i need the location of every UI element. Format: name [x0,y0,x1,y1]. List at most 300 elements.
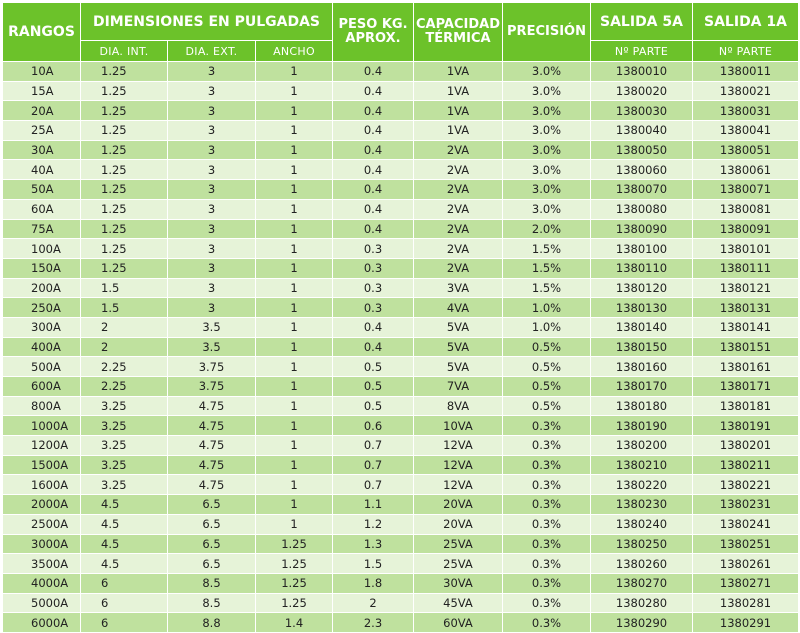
parte-1a-cell: 1380081 [693,199,799,219]
parte-1a-cell: 1380101 [693,239,799,259]
precision-cell: 1.0% [503,317,591,337]
table-row [3,534,799,554]
dia-ext-cell: 4.75 [168,455,256,475]
ancho-cell: 1.25 [256,573,333,593]
capacidad-cell: 4VA [414,298,503,318]
precision-cell: 3.0% [503,199,591,219]
dia-int-cell: 3.25 [81,416,168,436]
parte-1a-cell: 1380021 [693,81,799,101]
dia-ext-cell: 3 [168,81,256,101]
parte-5a-cell: 1380120 [591,278,693,298]
ancho-cell: 1 [256,396,333,416]
rango-cell: 800A [3,396,81,416]
peso-cell: 0.3 [333,239,414,259]
capacidad-cell: 1VA [414,101,503,121]
dia-ext-cell: 3 [168,258,256,278]
precision-cell: 3.0% [503,180,591,200]
dia-ext-cell: 3 [168,121,256,141]
rango-cell: 250A [3,298,81,318]
peso-cell: 0.6 [333,416,414,436]
dia-int-cell: 6 [81,613,168,633]
rango-cell: 5000A [3,593,81,613]
parte-5a-cell: 1380130 [591,298,693,318]
capacidad-cell: 25VA [414,554,503,574]
rango-cell: 3500A [3,554,81,574]
table-row [3,337,799,357]
ancho-cell: 1 [256,62,333,82]
peso-cell: 0.5 [333,377,414,397]
rango-cell: 10A [3,62,81,82]
capacidad-cell: 8VA [414,396,503,416]
parte-1a-cell: 1380211 [693,455,799,475]
rango-cell: 4000A [3,573,81,593]
ancho-cell: 1 [256,514,333,534]
ancho-cell: 1.25 [256,554,333,574]
parte-1a-cell: 1380181 [693,396,799,416]
capacidad-cell: 1VA [414,81,503,101]
precision-cell: 0.3% [503,455,591,475]
rango-cell: 500A [3,357,81,377]
rango-cell: 1600A [3,475,81,495]
capacidad-cell: 5VA [414,357,503,377]
rango-cell: 3000A [3,534,81,554]
table-row [3,121,799,141]
precision-cell: 1.5% [503,278,591,298]
precision-cell: 0.3% [503,475,591,495]
dia-int-cell: 1.5 [81,298,168,318]
dia-int-cell: 2.25 [81,377,168,397]
dia-ext-cell: 4.75 [168,396,256,416]
ancho-cell: 1 [256,258,333,278]
dia-ext-cell: 3.75 [168,377,256,397]
table-row [3,258,799,278]
precision-cell: 0.3% [503,534,591,554]
precision-cell: 3.0% [503,101,591,121]
peso-cell: 0.5 [333,396,414,416]
parte-5a-cell: 1380110 [591,258,693,278]
parte-5a-cell: 1380230 [591,495,693,515]
peso-cell: 0.4 [333,199,414,219]
parte-1a-cell: 1380161 [693,357,799,377]
parte-5a-cell: 1380100 [591,239,693,259]
ancho-cell: 1 [256,219,333,239]
rango-cell: 40A [3,160,81,180]
parte-1a-cell: 1380061 [693,160,799,180]
dia-ext-cell: 3 [168,199,256,219]
salida1a-header: SALIDA 1A [693,3,799,41]
ancho-cell: 1 [256,140,333,160]
peso-cell: 2.3 [333,613,414,633]
dia-int-cell: 1.25 [81,258,168,278]
dia-ext-cell: 4.75 [168,475,256,495]
peso-cell: 0.4 [333,160,414,180]
table-row [3,573,799,593]
dia-ext-cell: 4.75 [168,436,256,456]
capacidad-cell: 12VA [414,475,503,495]
dia-int-cell: 4.5 [81,514,168,534]
ancho-cell: 1 [256,160,333,180]
dia-int-cell: 1.25 [81,180,168,200]
dia-int-cell: 3.25 [81,436,168,456]
rango-cell: 300A [3,317,81,337]
capacidad-cell: 1VA [414,62,503,82]
table-header [3,3,799,62]
ancho-cell: 1 [256,455,333,475]
rango-cell: 100A [3,239,81,259]
dia-ext-cell: 3 [168,298,256,318]
dia-int-cell: 1.25 [81,121,168,141]
parte-5a-cell: 1380070 [591,180,693,200]
dia-ext-cell: 3 [168,160,256,180]
ancho-cell: 1.25 [256,534,333,554]
parte-1a-cell: 1380031 [693,101,799,121]
capacidad-cell: 7VA [414,377,503,397]
dia-ext-cell: 3 [168,180,256,200]
parte-1a-cell: 1380151 [693,337,799,357]
capacidad-cell: 45VA [414,593,503,613]
table-row [3,377,799,397]
parte-5a-cell: 1380180 [591,396,693,416]
dia-int-cell: 1.5 [81,278,168,298]
capacidad-header [414,3,503,62]
precision-cell: 0.5% [503,337,591,357]
parte1a-header: Nº PARTE [693,41,799,62]
table-row [3,219,799,239]
table-row [3,278,799,298]
rango-cell: 2000A [3,495,81,515]
precision-cell: 1.0% [503,298,591,318]
dia-ext-cell: 6.5 [168,534,256,554]
peso-cell: 0.4 [333,180,414,200]
precision-cell: 0.3% [503,416,591,436]
rango-cell: 75A [3,219,81,239]
dia-int-cell: 3.25 [81,396,168,416]
precision-cell: 3.0% [503,140,591,160]
dia-int-cell: 1.25 [81,239,168,259]
table-row [3,101,799,121]
parte-1a-cell: 1380201 [693,436,799,456]
capacidad-cell: 2VA [414,180,503,200]
dia-ext-cell: 4.75 [168,416,256,436]
table-row [3,239,799,259]
capacidad-header-line2: TÉRMICA [425,31,491,46]
dimensiones-header: DIMENSIONES EN PULGADAS [81,3,333,41]
peso-cell: 0.3 [333,278,414,298]
parte5a-header: Nº PARTE [591,41,693,62]
parte-1a-cell: 1380111 [693,258,799,278]
parte-5a-cell: 1380050 [591,140,693,160]
peso-cell: 0.4 [333,317,414,337]
dia-int-cell: 1.25 [81,62,168,82]
dia-ext-cell: 8.5 [168,573,256,593]
capacidad-cell: 30VA [414,573,503,593]
parte-5a-cell: 1380090 [591,219,693,239]
rango-cell: 150A [3,258,81,278]
rango-cell: 6000A [3,613,81,633]
dia-ext-cell: 8.5 [168,593,256,613]
peso-cell: 1.2 [333,514,414,534]
table-row [3,554,799,574]
rangos-header: RANGOS [3,3,81,62]
table-row [3,475,799,495]
parte-1a-cell: 1380051 [693,140,799,160]
peso-cell: 0.3 [333,298,414,318]
parte-5a-cell: 1380290 [591,613,693,633]
parte-1a-cell: 1380281 [693,593,799,613]
dia-ext-cell: 3.75 [168,357,256,377]
table-row [3,140,799,160]
rango-cell: 600A [3,377,81,397]
capacidad-cell: 10VA [414,416,503,436]
peso-cell: 0.4 [333,62,414,82]
dia-ext-cell: 3 [168,140,256,160]
dia-ext-cell: 3.5 [168,317,256,337]
rango-cell: 1000A [3,416,81,436]
precision-cell: 3.0% [503,81,591,101]
peso-header-line2: APROX. [345,31,401,46]
ancho-cell: 1 [256,357,333,377]
ancho-header: ANCHO [256,41,333,62]
parte-1a-cell: 1380071 [693,180,799,200]
rango-cell: 30A [3,140,81,160]
ancho-cell: 1 [256,416,333,436]
rango-cell: 25A [3,121,81,141]
parte-5a-cell: 1380170 [591,377,693,397]
peso-cell: 0.3 [333,258,414,278]
precision-cell: 0.5% [503,377,591,397]
parte-5a-cell: 1380190 [591,416,693,436]
precision-cell: 3.0% [503,121,591,141]
dia-int-cell: 1.25 [81,101,168,121]
ancho-cell: 1 [256,199,333,219]
table-body [3,62,799,633]
spec-table [2,2,799,633]
dia-int-cell: 6 [81,573,168,593]
rango-cell: 20A [3,101,81,121]
parte-1a-cell: 1380121 [693,278,799,298]
parte-1a-cell: 1380221 [693,475,799,495]
peso-cell: 0.4 [333,121,414,141]
parte-5a-cell: 1380280 [591,593,693,613]
dia-int-cell: 3.25 [81,455,168,475]
ancho-cell: 1 [256,278,333,298]
table-row [3,396,799,416]
dia-ext-header: DIA. EXT. [168,41,256,62]
dia-int-cell: 2 [81,337,168,357]
dia-int-cell: 3.25 [81,475,168,495]
capacidad-cell: 2VA [414,219,503,239]
precision-cell: 1.5% [503,258,591,278]
dia-int-cell: 4.5 [81,534,168,554]
peso-cell: 0.4 [333,101,414,121]
capacidad-cell: 5VA [414,317,503,337]
precision-cell: 0.5% [503,396,591,416]
parte-5a-cell: 1380240 [591,514,693,534]
precision-cell: 0.3% [503,495,591,515]
dia-ext-cell: 6.5 [168,495,256,515]
parte-1a-cell: 1380131 [693,298,799,318]
capacidad-cell: 1VA [414,121,503,141]
ancho-cell: 1 [256,239,333,259]
parte-5a-cell: 1380270 [591,573,693,593]
precision-cell: 0.3% [503,573,591,593]
table-row [3,514,799,534]
peso-cell: 0.7 [333,436,414,456]
dia-int-cell: 1.25 [81,81,168,101]
dia-int-cell: 1.25 [81,140,168,160]
capacidad-cell: 20VA [414,495,503,515]
precision-cell: 1.5% [503,239,591,259]
ancho-cell: 1.25 [256,593,333,613]
parte-5a-cell: 1380260 [591,554,693,574]
rango-cell: 400A [3,337,81,357]
ancho-cell: 1 [256,475,333,495]
precision-cell: 2.0% [503,219,591,239]
rango-cell: 200A [3,278,81,298]
table-row [3,199,799,219]
parte-5a-cell: 1380080 [591,199,693,219]
capacidad-cell: 20VA [414,514,503,534]
rango-cell: 1200A [3,436,81,456]
precision-cell: 3.0% [503,62,591,82]
precision-header: PRECISIÓN [503,3,591,62]
parte-5a-cell: 1380210 [591,455,693,475]
rango-cell: 60A [3,199,81,219]
dia-int-cell: 2.25 [81,357,168,377]
table-row [3,613,799,633]
table-row [3,317,799,337]
rango-cell: 2500A [3,514,81,534]
parte-5a-cell: 1380010 [591,62,693,82]
parte-5a-cell: 1380040 [591,121,693,141]
peso-cell: 1.3 [333,534,414,554]
rango-cell: 15A [3,81,81,101]
capacidad-cell: 12VA [414,436,503,456]
parte-5a-cell: 1380160 [591,357,693,377]
capacidad-cell: 3VA [414,278,503,298]
parte-1a-cell: 1380251 [693,534,799,554]
peso-header [333,3,414,62]
capacidad-cell: 60VA [414,613,503,633]
table-row [3,416,799,436]
parte-1a-cell: 1380141 [693,317,799,337]
dia-ext-cell: 3 [168,62,256,82]
parte-5a-cell: 1380250 [591,534,693,554]
dia-ext-cell: 3 [168,219,256,239]
parte-1a-cell: 1380291 [693,613,799,633]
peso-cell: 2 [333,593,414,613]
capacidad-cell: 25VA [414,534,503,554]
dia-ext-cell: 3 [168,101,256,121]
parte-5a-cell: 1380150 [591,337,693,357]
ancho-cell: 1 [256,180,333,200]
parte-1a-cell: 1380261 [693,554,799,574]
peso-cell: 1.5 [333,554,414,574]
ancho-cell: 1 [256,495,333,515]
precision-cell: 0.3% [503,554,591,574]
salida5a-header: SALIDA 5A [591,3,693,41]
table-row [3,455,799,475]
dia-int-cell: 6 [81,593,168,613]
dia-int-header: DIA. INT. [81,41,168,62]
peso-cell: 1.8 [333,573,414,593]
parte-1a-cell: 1380011 [693,62,799,82]
table-row [3,62,799,82]
table-row [3,357,799,377]
capacidad-header-line1: CAPACIDAD [415,17,501,32]
parte-1a-cell: 1380091 [693,219,799,239]
ancho-cell: 1.4 [256,613,333,633]
capacidad-cell: 12VA [414,455,503,475]
parte-1a-cell: 1380241 [693,514,799,534]
dia-ext-cell: 3 [168,278,256,298]
ancho-cell: 1 [256,436,333,456]
parte-1a-cell: 1380041 [693,121,799,141]
dia-int-cell: 1.25 [81,219,168,239]
table-row [3,180,799,200]
peso-cell: 0.5 [333,357,414,377]
precision-cell: 0.3% [503,514,591,534]
capacidad-cell: 5VA [414,337,503,357]
table-row [3,298,799,318]
capacidad-cell: 2VA [414,239,503,259]
peso-cell: 1.1 [333,495,414,515]
peso-cell: 0.4 [333,140,414,160]
table-row [3,436,799,456]
table-row [3,160,799,180]
dia-int-cell: 1.25 [81,160,168,180]
table-row [3,495,799,515]
peso-cell: 0.4 [333,219,414,239]
capacidad-cell: 2VA [414,160,503,180]
ancho-cell: 1 [256,317,333,337]
dia-ext-cell: 3.5 [168,337,256,357]
rango-cell: 50A [3,180,81,200]
ancho-cell: 1 [256,298,333,318]
capacidad-cell: 2VA [414,199,503,219]
dia-ext-cell: 8.8 [168,613,256,633]
ancho-cell: 1 [256,377,333,397]
parte-1a-cell: 1380191 [693,416,799,436]
parte-5a-cell: 1380060 [591,160,693,180]
dia-ext-cell: 6.5 [168,514,256,534]
dia-int-cell: 2 [81,317,168,337]
parte-5a-cell: 1380140 [591,317,693,337]
dia-int-cell: 1.25 [81,199,168,219]
parte-1a-cell: 1380231 [693,495,799,515]
dia-int-cell: 4.5 [81,554,168,574]
peso-cell: 0.4 [333,81,414,101]
precision-cell: 0.3% [503,436,591,456]
ancho-cell: 1 [256,101,333,121]
peso-header-line1: PESO KG. [338,17,408,32]
peso-cell: 0.7 [333,475,414,495]
peso-cell: 0.7 [333,455,414,475]
capacidad-cell: 2VA [414,140,503,160]
ancho-cell: 1 [256,81,333,101]
parte-1a-cell: 1380171 [693,377,799,397]
peso-cell: 0.4 [333,337,414,357]
precision-cell: 0.5% [503,357,591,377]
table-row [3,81,799,101]
ancho-cell: 1 [256,121,333,141]
parte-5a-cell: 1380200 [591,436,693,456]
parte-5a-cell: 1380220 [591,475,693,495]
precision-cell: 0.3% [503,613,591,633]
ancho-cell: 1 [256,337,333,357]
parte-5a-cell: 1380030 [591,101,693,121]
dia-ext-cell: 3 [168,239,256,259]
